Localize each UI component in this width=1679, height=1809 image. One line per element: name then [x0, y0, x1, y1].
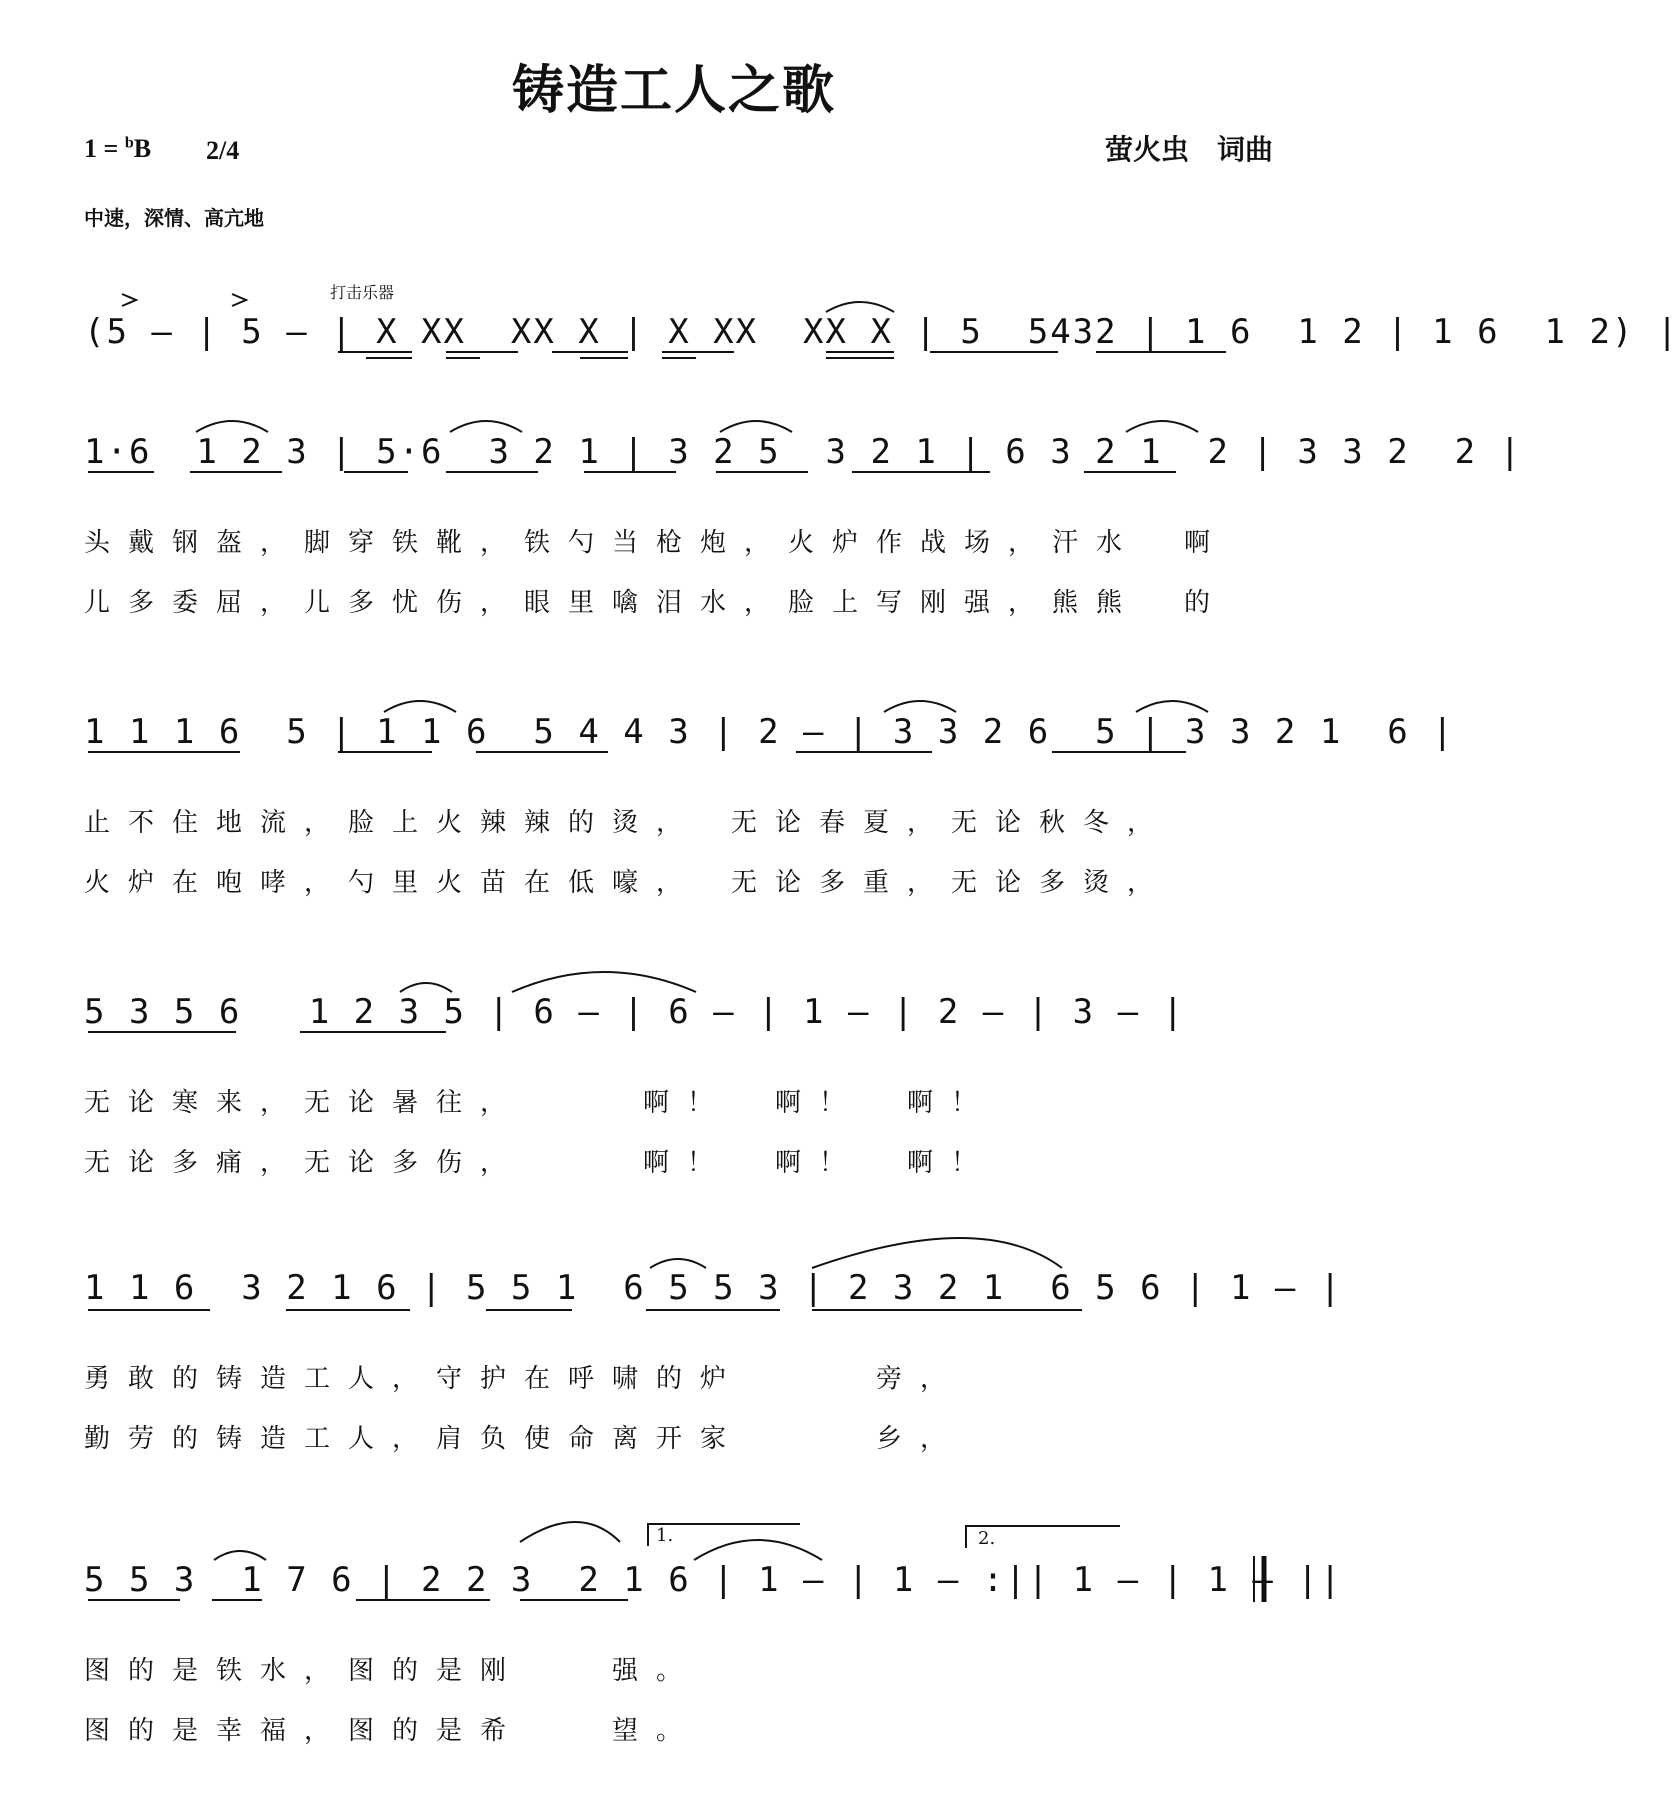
lyric-verse-1: 勇敢的铸造工人，守护在呼啸的炉 旁， [84, 1364, 965, 1394]
lyric-verse-2: 勤劳的铸造工人，肩负使命离开家 乡， [84, 1424, 965, 1454]
key-signature: 1 = $^b$B [84, 134, 152, 163]
song-title: 铸造工人之歌 [511, 60, 836, 121]
author-credit: 萤火虫 词曲 [1105, 133, 1274, 166]
notation-line: 1·6 1 2 3 | 5·6 3 2 1 | 3 2 5 3 2 1 | 6 3 2 1 2 | 3 3 2 2 | [84, 432, 1523, 472]
notation-line: 1 1 1 6 5 | 1 1 6 5 4 4 3 | 2 — | 3 3 2 6 5 | 3 3 2 1 6 | [84, 712, 1455, 752]
volta-1-label: 1. [656, 1525, 674, 1546]
lyric-verse-2: 无论多痛，无论多伤， 啊！ 啊！ 啊！ [84, 1148, 996, 1178]
accent-mark [122, 294, 136, 306]
lyric-verse-2: 火炉在咆哮，勺里火苗在低嚎， 无论多重，无论多烫， [84, 868, 1172, 898]
notation-line: 5 3 5 6 1 2 3 5 | 6 — | 6 — | 1 — | 2 — | 3 — | [84, 992, 1186, 1032]
lyric-verse-1: 止不住地流，脸上火辣辣的烫， 无论春夏，无论秋冬， [84, 808, 1172, 838]
lyric-verse-1: 图的是铁水，图的是刚 强。 [84, 1656, 701, 1686]
accent-mark [232, 294, 246, 306]
notation-line: 5 5 3 1 7 6 | 2 2 3 2 1 6 | 1 — | 1 — :|| 1 — | 1 — || [84, 1560, 1343, 1600]
notation-line: 1 1 6 3 2 1 6 | 5 5 1 6 5 5 3 | 2 3 2 1 6 5 6 | 1 — | [84, 1268, 1343, 1308]
lyric-verse-1: 无论寒来，无论暑往， 啊！ 啊！ 啊！ [84, 1088, 996, 1118]
lyric-verse-2: 儿多委屈，儿多忧伤，眼里噙泪水，脸上写刚强，熊熊 的 [84, 588, 1229, 618]
tempo-marking: 中速，深情、高亢地 [84, 206, 264, 230]
lyric-verse-2: 图的是幸福，图的是希 望。 [84, 1716, 701, 1746]
percussion-label: 打击乐器 [330, 283, 395, 302]
volta-2-label: 2. [978, 1528, 996, 1549]
time-signature: 2/4 [206, 136, 240, 165]
lyric-verse-1: 头戴钢盔，脚穿铁靴，铁勺当枪炮，火炉作战场，汗水 啊 [84, 528, 1229, 558]
notation-line: (5 — | 5 — | X XX XX X | X XX XX X | 5 5432 | 1 6 1 2 | 1 6 1 2) | [84, 312, 1679, 352]
